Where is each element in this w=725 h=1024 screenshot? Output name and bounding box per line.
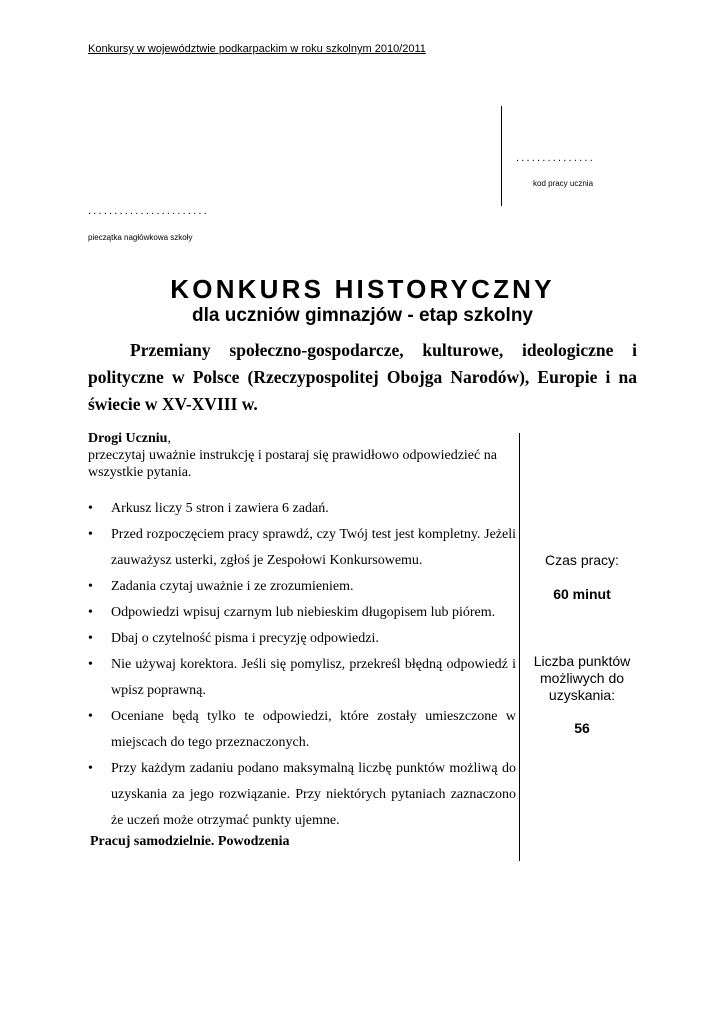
greeting: Drogi Uczniu xyxy=(88,431,168,446)
intro-text: przeczytaj uważnie instrukcję i postaraj się prawidłowo odpowiedzieć na wszystkie pytania. xyxy=(88,448,497,480)
list-item: • Zadania czytaj uważnie i ze zrozumieniem. xyxy=(88,574,516,600)
points-value: 56 xyxy=(574,720,590,736)
code-dots: ............... xyxy=(516,152,595,164)
list-item: • Odpowiedzi wpisuj czarnym lub niebieskim długopisem lub piórem. xyxy=(88,600,516,626)
list-item: • Nie używaj korektora. Jeśli się pomylisz, przekreśl błędną odpowiedź i wpisz poprawną. xyxy=(88,652,516,704)
closing-text: Pracuj samodzielnie. Powodzenia xyxy=(90,834,290,849)
competition-topic: Przemiany społeczno-gospodarcze, kulturowe, ideologiczne i polityczne w Polsce (Rzeczypospolitej Obojga Narodów), Europie i na świecie w XV-XVIII w. xyxy=(88,340,637,414)
intro xyxy=(88,430,516,481)
list-item: • Oceniane będą tylko te odpowiedzi, które zostały umieszczone w miejscach do tego przeznaczonych. xyxy=(88,704,516,756)
page-title: KONKURS HISTORYCZNY xyxy=(170,274,555,304)
greeting-punct: , xyxy=(167,431,171,446)
stamp-label: pieczątka nagłówkowa szkoły xyxy=(88,233,193,242)
code-label: kod pracy ucznia xyxy=(533,179,594,188)
stamp-dots: ....................... xyxy=(88,205,209,217)
code-box-divider xyxy=(501,106,502,206)
list-item: • Arkusz liczy 5 stron i zawiera 6 zadań. xyxy=(88,496,516,522)
sidebar-divider xyxy=(519,433,520,861)
time-label: Czas pracy: xyxy=(545,552,619,568)
list-item: • Przy każdym zadaniu podano maksymalną liczbę punktów możliwą do uzyskania za jego rozwiązanie. Przy niektórych pytaniach zaznaczono że uczeń może otrzymać punkty ujemne. xyxy=(88,756,516,834)
page-header: Konkursy w województwie podkarpackim w roku szkolnym 2010/2011 xyxy=(88,43,426,55)
instructions-list xyxy=(88,496,516,834)
points-label: Liczba punktów możliwych do uzyskania: xyxy=(533,653,631,703)
page-subtitle: dla uczniów gimnazjów - etap szkolny xyxy=(192,305,533,326)
time-value: 60 minut xyxy=(553,586,611,602)
list-item: • Dbaj o czytelność pisma i precyzję odpowiedzi. xyxy=(88,626,516,652)
list-item: • Przed rozpoczęciem pracy sprawdź, czy Twój test jest kompletny. Jeżeli zauważysz usterki, zgłoś je Zespołowi Konkursowemu. xyxy=(88,522,516,574)
